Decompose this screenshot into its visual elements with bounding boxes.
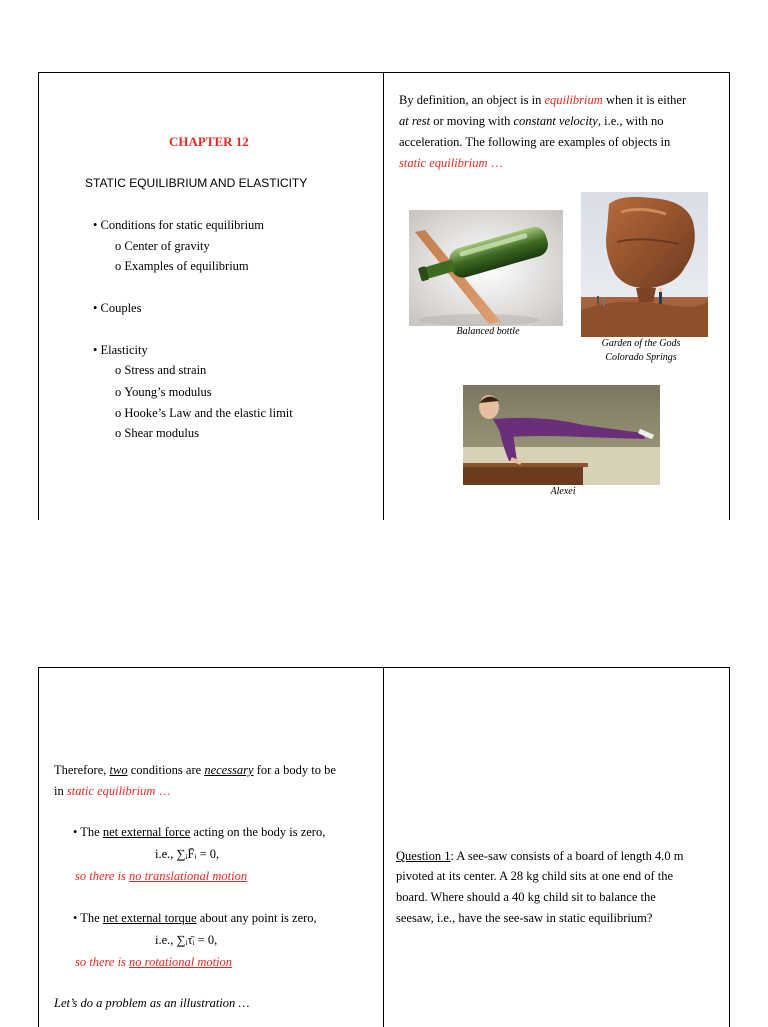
topic-item: • Conditions for static equilibrium bbox=[93, 218, 265, 232]
force-equation: i.e., ∑ᵢF̄ᵢ = 0, bbox=[155, 847, 220, 861]
bottom-divider bbox=[383, 667, 384, 1027]
condition-2 bbox=[73, 908, 317, 929]
definition-line-4 bbox=[399, 153, 503, 174]
rock-caption-line1: Garden of the Gods bbox=[601, 338, 681, 349]
alexei-image bbox=[463, 385, 660, 485]
definition-text: when it is either bbox=[602, 93, 687, 107]
balanced-bottle-image bbox=[409, 210, 563, 326]
no-rotational-motion: no rotational motion bbox=[129, 955, 233, 969]
topic-subitem: ο Shear modulus bbox=[115, 426, 200, 440]
topic-subitem: ο Center of gravity bbox=[115, 239, 210, 253]
ellipsis: … bbox=[155, 784, 172, 798]
definition-line-2 bbox=[399, 111, 663, 132]
question-line-3: board. Where should a 40 kg child sit to balance the bbox=[396, 890, 656, 904]
intro-text: for a body to be bbox=[253, 763, 336, 777]
definition-text: , i.e., with no bbox=[597, 114, 664, 128]
balanced-rock-image bbox=[581, 192, 708, 337]
chapter-heading: CHAPTER 12 bbox=[169, 134, 249, 149]
condition-text: • The bbox=[73, 911, 103, 925]
question-line-4: seesaw, i.e., have the see-saw in static equilibrium? bbox=[396, 911, 653, 925]
topic-item: • Elasticity bbox=[93, 343, 148, 357]
question-line-2: pivoted at its center. A 28 kg child sits at one end of the bbox=[396, 869, 674, 883]
top-divider bbox=[383, 72, 384, 520]
topic-subitem: ο Stress and strain bbox=[115, 363, 207, 377]
rock-caption-line2: Colorado Springs bbox=[605, 352, 677, 363]
necessary-term: necessary bbox=[204, 763, 254, 777]
question-line-1 bbox=[396, 846, 683, 867]
intro-text: Therefore, bbox=[54, 763, 110, 777]
question-label: Question 1 bbox=[396, 849, 451, 863]
rock-caption bbox=[576, 337, 706, 365]
intro-text: in bbox=[54, 784, 67, 798]
condition-1-consequence bbox=[75, 866, 247, 887]
definition-text: By definition, an object is in bbox=[399, 93, 545, 107]
condition-2-consequence bbox=[75, 952, 232, 973]
conditions-intro-line-1 bbox=[54, 760, 336, 781]
static-equilibrium-term: static equilibrium bbox=[399, 156, 488, 170]
topic-subitem: ο Young’s modulus bbox=[115, 385, 212, 399]
definition-line-3: acceleration. The following are examples of objects in bbox=[399, 135, 671, 149]
torque-equation: i.e., ∑ᵢτ̄ᵢ = 0, bbox=[155, 933, 218, 947]
constant-velocity-term: constant velocity bbox=[513, 114, 598, 128]
condition-text: acting on the body is zero, bbox=[190, 825, 326, 839]
definition-text: or moving with bbox=[430, 114, 514, 128]
net-torque-term: net external torque bbox=[102, 911, 197, 925]
condition-text: about any point is zero, bbox=[196, 911, 317, 925]
topic-item: • Couples bbox=[93, 301, 142, 315]
chapter-title: STATIC EQUILIBRIUM AND ELASTICITY bbox=[85, 176, 308, 190]
bottle-caption: Balanced bottle bbox=[456, 326, 520, 337]
static-equilibrium-term: static equilibrium bbox=[66, 784, 156, 798]
condition-text: • The bbox=[73, 825, 103, 839]
topic-subitem: ο Examples of equilibrium bbox=[115, 259, 249, 273]
net-force-term: net external force bbox=[102, 825, 191, 839]
question-text: : A see-saw consists of a board of length 4.0 m bbox=[450, 849, 684, 863]
conditions-intro-line-2 bbox=[54, 781, 171, 802]
alexei-caption: Alexei bbox=[550, 486, 576, 497]
consequence-text: so there is bbox=[75, 869, 130, 883]
at-rest-term: at rest bbox=[399, 114, 431, 128]
intro-text: conditions are bbox=[127, 763, 205, 777]
consequence-text: so there is bbox=[75, 955, 130, 969]
no-translational-motion: no translational motion bbox=[129, 869, 248, 883]
equilibrium-term: equilibrium bbox=[544, 93, 603, 107]
illustration-prompt: Let’s do a problem as an illustration … bbox=[54, 996, 250, 1010]
condition-1 bbox=[73, 822, 325, 843]
definition-line-1 bbox=[399, 90, 686, 111]
two-term: two bbox=[109, 763, 128, 777]
topic-subitem: ο Hooke’s Law and the elastic limit bbox=[115, 406, 293, 420]
ellipsis: … bbox=[487, 156, 504, 170]
